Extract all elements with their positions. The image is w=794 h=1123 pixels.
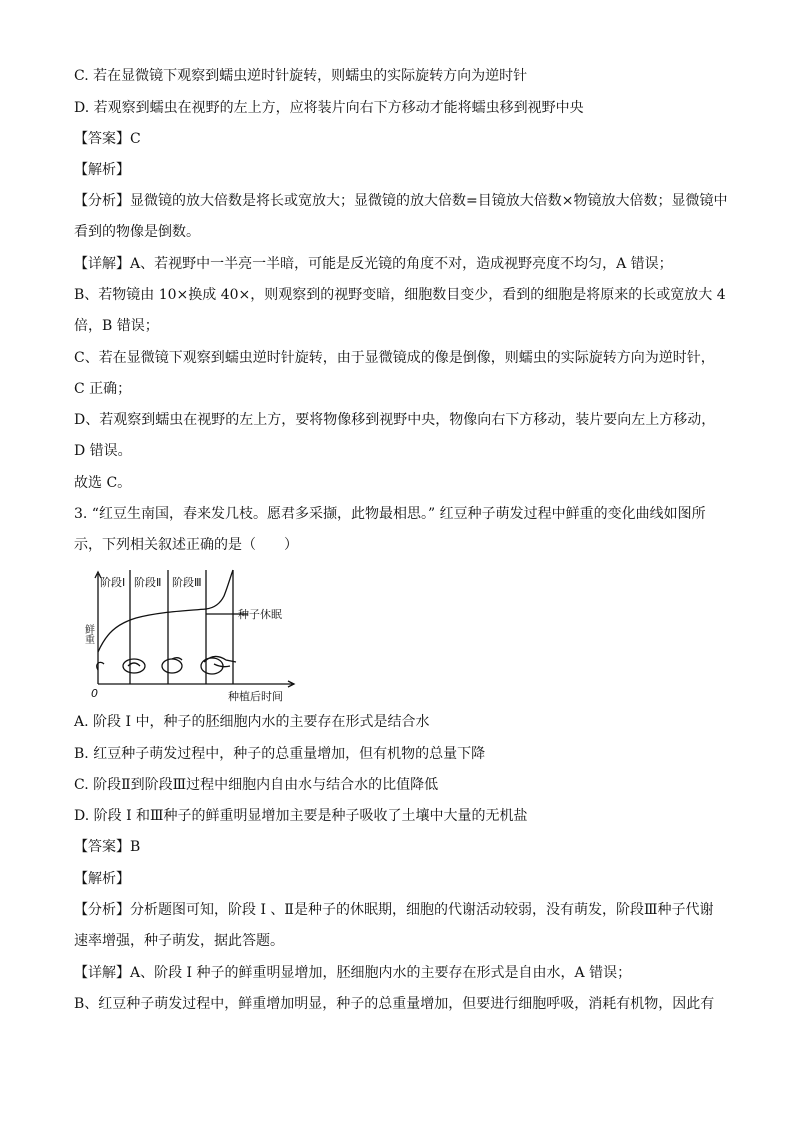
analysis-heading: 【解析】 [74,162,130,178]
seed-fresh-weight-figure [82,566,298,704]
analysis-text-cont: 看到的物像是倒数。 [74,224,200,240]
option-c-text-q3: C. 阶段Ⅱ到阶段Ⅲ过程中细胞内自由水与结合水的比值降低 [74,777,439,793]
detail-b-cont: 倍，B 错误； [74,318,159,334]
question-3-text-cont: 示，下列相关叙述正确的是（ ） [74,537,298,553]
y-axis-label: 鲜重 [82,624,94,644]
answer-label-q3: 【答案】B [74,839,141,855]
analysis-text-q3: 【分析】分析题图可知，阶段 I 、Ⅱ是种子的休眠期，细胞的代谢活动较弱，没有萌发，阶段Ⅲ种子代谢 [74,902,714,918]
detail-b-q3: B、红豆种子萌发过程中，鲜重增加明显，种子的总重量增加，但要进行细胞呼吸，消耗有机物，因此有 [74,996,715,1012]
analysis-heading-q3: 【解析】 [74,871,130,887]
stage-1-label: 阶段Ⅰ [100,576,126,589]
detail-a-q3: 【详解】A、阶段 I 种子的鲜重明显增加，胚细胞内水的主要存在形式是自由水，A 错误； [74,965,632,981]
detail-c-cont: C 正确； [74,381,132,397]
detail-b: B、若物镜由 10×换成 40×，则观察到的视野变暗，细胞数目变少，看到的细胞是将原来的长或宽放大 4 [74,287,726,303]
detail-a: 【详解】A、若视野中一半亮一半暗，可能是反光镜的角度不对，造成视野亮度不均匀，A 错误； [74,256,673,272]
analysis-text: 【分析】显微镜的放大倍数是将长或宽放大；显微镜的放大倍数=目镜放大倍数×物镜放大倍数；显微镜中 [74,193,728,209]
question-3-text: 3. “红豆生南国，春来发几枝。愿君多采撷，此物最相思。” 红豆种子萌发过程中鲜重的变化曲线如图所 [74,506,706,522]
option-a-text: A. 阶段 I 中，种子的胚细胞内水的主要存在形式是结合水 [74,714,430,730]
stage-3-label: 阶段Ⅲ [172,576,202,589]
origin-label: 0 [91,687,98,700]
answer-label: 【答案】C [74,131,141,147]
stage-2-label: 阶段Ⅱ [134,576,162,589]
detail-d-cont: D 错误。 [74,443,132,459]
choice-text: 故选 C。 [74,475,132,491]
detail-d: D、若观察到蠕虫在视野的左上方，要将物像移到视野中央，物像向右下方移动，装片要向左上方移动， [74,412,716,428]
option-b-text: B. 红豆种子萌发过程中，种子的总重量增加，但有机物的总量下降 [74,746,486,762]
x-axis-label: 种植后时间 [228,690,283,703]
option-c-text: C. 若在显微镜下观察到蠕虫逆时针旋转，则蠕虫的实际旋转方向为逆时针 [74,68,528,84]
detail-c: C、若在显微镜下观察到蠕虫逆时针旋转，由于显微镜成的像是倒像，则蠕虫的实际旋转方向为逆时针， [74,350,715,366]
analysis-text-q3-cont: 速率增强，种子萌发，据此答题。 [74,933,284,949]
dormant-curve-label: 种子休眠 [238,608,282,621]
option-d-text-q3: D. 阶段 I 和Ⅲ种子的鲜重明显增加主要是种子吸收了土壤中大量的无机盐 [74,808,528,824]
option-d-text: D. 若观察到蠕虫在视野的左上方，应将装片向右下方移动才能将蠕虫移到视野中央 [74,100,584,116]
